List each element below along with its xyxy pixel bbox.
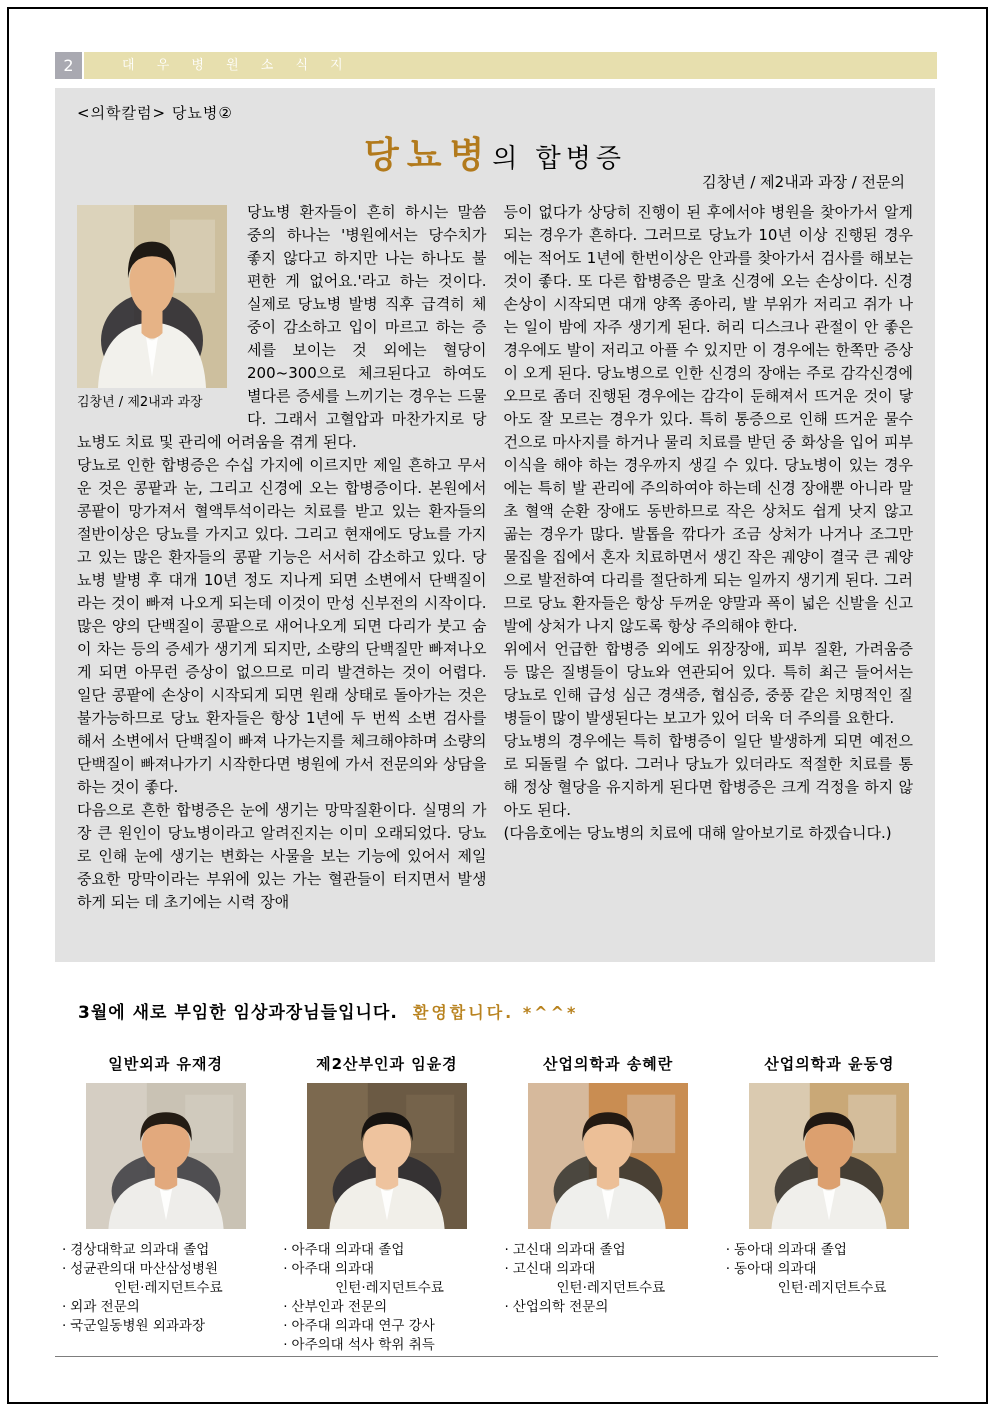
credential-text: 성균관의대 마산삼성병원 xyxy=(70,1261,219,1277)
doctor-card xyxy=(55,1053,276,1355)
doctor-card xyxy=(276,1053,497,1355)
article-title-accent: 당뇨병 xyxy=(363,134,493,176)
portrait-illustration xyxy=(528,1083,688,1229)
portrait-illustration xyxy=(86,1083,246,1229)
article-left-column xyxy=(77,201,487,914)
medical-column-article xyxy=(55,88,935,962)
doctor-name: 산업의학과 송혜란 xyxy=(543,1055,674,1073)
bullet-icon: · xyxy=(504,1261,509,1277)
credential-text: 동아대 의과대 xyxy=(734,1261,817,1277)
author-portrait-photo xyxy=(77,205,227,388)
credential-line xyxy=(60,1260,271,1279)
article-kicker: <의학칼럼> 당뇨병② xyxy=(77,104,233,122)
credential-line xyxy=(724,1241,935,1260)
page-number: 2 xyxy=(55,52,82,79)
credential-line xyxy=(60,1279,271,1298)
bullet-icon: · xyxy=(62,1261,67,1277)
doctor-credentials xyxy=(281,1241,492,1355)
bullet-icon: · xyxy=(725,1242,731,1258)
doctor-credentials xyxy=(503,1241,714,1317)
bullet-icon: · xyxy=(283,1299,288,1315)
author-photo-block xyxy=(77,205,237,414)
bullet-icon: · xyxy=(62,1318,67,1334)
doctor-card xyxy=(498,1053,719,1355)
credential-text: 고신대 의과대 졸업 xyxy=(512,1242,626,1258)
credential-line xyxy=(724,1260,935,1279)
credential-line xyxy=(503,1279,714,1298)
bottom-divider xyxy=(55,1356,938,1357)
credential-text: 동아대 의과대 졸업 xyxy=(734,1242,847,1258)
credential-text: 아주대 의과대 xyxy=(291,1261,375,1277)
article-right-column xyxy=(504,201,914,914)
article-paragraph: 등이 없다가 상당히 진행이 된 후에서야 병원을 찾아가서 알게 되는 경우가 흔하다. 그러므로 당뇨가 10년 이상 진행된 경우에는 적어도 1년에 한번이상은 안과를 찾아가서 검사를 해보는 것이 좋다. 또 다른 합병증은 말초 신경에 오는 손상이다. 신경 손상이 시작되면 대개 양쪽 종아리, 발 부위가 저리고 쥐가 나는 일이 밤에 자주 생기게 된다. 허리 디스크나 관절이 안 좋은 경우에도 발이 저리고 아플 수 있지만 이 경우에는 한쪽만 증상이 오게 된다. 당뇨병으로 인한 신경의 장애는 주로 감각신경에 오므로 좀더 진행된 경우에는 감각이 둔해져서 뜨거운 것이 닿아도 잘 모르는 경우가 있다. 특히 통증으로 인해 뜨거운 물수건으로 마사지를 하거나 물리 치료를 받던 중 화상을 입어 피부 이식을 해야 하는 경우까지 생길 수 있다. 당뇨병이 있는 경우에는 특히 발 관리에 주의하여야 하는데 신경 장애뿐 아니라 말초 혈액 순환 장애도 동반하므로 작은 상처도 쉽게 낫지 않고 곪는 경우가 많다. 발톱을 깎다가 조금 상처가 나거나 조그만 물집을 집에서 혼자 치료하면서 생긴 작은 궤양이 결국 큰 궤양으로 발전하여 다리를 절단하게 되는 일까지 생기게 된다. 그러므로 당뇨 환자들은 항상 두꺼운 양말과 폭이 넓은 신발을 신고 발에 상처가 나지 않도록 항상 주의해야 한다. xyxy=(503,203,913,635)
credential-line xyxy=(281,1279,492,1298)
credential-line xyxy=(503,1260,714,1279)
bullet-icon: · xyxy=(283,1261,288,1277)
portrait-illustration xyxy=(77,205,227,388)
credential-text: 인턴·레지던트수료 xyxy=(556,1280,666,1296)
credential-text: 인턴·레지던트수료 xyxy=(114,1280,223,1296)
masthead xyxy=(55,52,937,79)
article-paragraph: 위에서 언급한 합병증 외에도 위장장애, 피부 질환, 가려움증 등 많은 질병들이 당뇨와 연관되어 있다. 특히 최근 들어서는 당뇨로 인해 급성 심근 경색증, 협심증, 중풍 같은 치명적인 질병들이 많이 발생된다는 보고가 있어 더욱 더 주의를 요한다. xyxy=(503,640,913,727)
bullet-icon: · xyxy=(283,1242,288,1258)
doctor-portrait-photo xyxy=(528,1083,688,1229)
newsletter-title: 대 우 병 원 소 식 지 xyxy=(84,52,937,79)
credential-text: 산업의학 전문의 xyxy=(512,1299,609,1315)
credential-line xyxy=(503,1298,714,1317)
doctor-card xyxy=(719,1053,940,1355)
credential-text: 국군일동병원 외과과장 xyxy=(70,1318,205,1334)
doctor-credentials xyxy=(724,1241,935,1298)
credential-text: 아주대 의과대 연구 강사 xyxy=(291,1318,435,1334)
credential-line xyxy=(503,1241,714,1260)
credential-text: 산부인과 전문의 xyxy=(291,1299,388,1315)
article-byline: 김창년 / 제2내과 과장 / 전문의 xyxy=(702,173,905,191)
credential-text: 외과 전문의 xyxy=(70,1299,140,1315)
doctor-portrait-photo xyxy=(307,1083,467,1229)
article-paragraph: 당뇨병의 경우에는 특히 합병증이 일단 발생하게 되면 예전으로 되돌릴 수 없다. 그러나 당뇨가 있더라도 적절한 치료를 통해 정상 혈당을 유지하게 된다면 합병증은 크게 걱정을 하지 않아도 된다. xyxy=(503,732,913,819)
article-title xyxy=(77,127,913,176)
credential-line xyxy=(281,1336,492,1355)
credential-line xyxy=(281,1260,492,1279)
credential-line xyxy=(60,1317,271,1336)
credential-text: 인턴·레지던트수료 xyxy=(335,1280,444,1296)
credential-line xyxy=(724,1279,935,1298)
article-paragraph: (다음호에는 당뇨병의 치료에 대해 알아보기로 하겠습니다.) xyxy=(503,824,892,842)
credential-text: 아주대 의과대 졸업 xyxy=(291,1242,405,1258)
article-title-rest: 의 합병증 xyxy=(492,144,627,174)
article-paragraph: 당뇨병 환자들이 흔히 하시는 말씀 중의 하나는 '병원에서는 당수치가 좋지 않다고 하지만 나는 하나도 불편한 게 없어요.'라고 하는 것이다. 실제로 당뇨병 발병 직후 급격히 체중이 감소하고 입이 마르고 하는 증세를 보이는 것 외에는 혈당이 200~300으로 체크된다고 하여도 별다른 증세를 느끼기는 경우는 드물다. 그래서 고혈압과 마찬가지로 당뇨병도 치료 및 관리에 어려움을 겪게 된다. xyxy=(77,203,487,451)
credential-text: 고신대 의과대 xyxy=(512,1261,596,1277)
doctor-portrait-photo xyxy=(749,1083,909,1229)
article-paragraph: 당뇨로 인한 합병증은 수십 가지에 이르지만 제일 흔하고 무서운 것은 콩팥과 눈, 그리고 신경에 오는 합병증이다. 본원에서 콩팥이 망가져서 혈액투석이라는 치료를 받고 있는 환자들의 절반이상은 당뇨를 가지고 있다. 그리고 현재에도 당뇨를 가지고 있는 많은 환자들의 콩팥 기능은 서서히 감소하고 있다. 당뇨병 발병 후 대개 10년 정도 지나게 되면 소변에서 단백질이라는 것이 빠져 나오게 되는데 이것이 만성 신부전의 시작이다. 많은 양의 단백질이 콩팥으로 새어나오게 되면 다리가 붓고 숨이 차는 등의 증세가 생기게 되지만, 소량의 단백질만 빠져나오게 되면 아무런 증상이 없으므로 미리 발견하는 것이 어렵다. 일단 콩팥에 손상이 시작되게 되면 원래 상태로 돌아가는 것은 불가능하므로 당뇨 환자들은 항상 1년에 두 번씩 소변 검사를 해서 소변에서 단백질이 빠져 나가는지를 체크해야하며 소량의 단백질이 빠져나가기 시작한다면 병원에 가서 전문의와 상담을 하는 것이 좋다. xyxy=(77,456,487,796)
doctor-name: 일반외과 유재경 xyxy=(108,1055,223,1073)
credential-line xyxy=(281,1241,492,1260)
bullet-icon: · xyxy=(62,1299,67,1315)
bullet-icon: · xyxy=(62,1242,67,1258)
credential-text: 인턴·레지던트수료 xyxy=(777,1280,887,1296)
bullet-icon: · xyxy=(283,1337,288,1353)
announcement-heading xyxy=(55,998,940,1023)
credential-line xyxy=(60,1241,271,1260)
article-columns xyxy=(77,201,913,914)
bullet-icon: · xyxy=(504,1299,509,1315)
portrait-illustration xyxy=(307,1083,467,1229)
article-paragraph: 다음으로 흔한 합병증은 눈에 생기는 망막질환이다. 실명의 가장 큰 원인이 당뇨병이라고 알려진지는 이미 오래되었다. 당뇨로 인해 눈에 생기는 변화는 사물을 보는 기능에 있어서 제일 중요한 망막이라는 부위에 있는 가는 혈관들이 터지면서 발생하게 되는 데 초기에는 시력 장애 xyxy=(77,801,487,911)
doctors-row xyxy=(55,1053,940,1355)
bullet-icon: · xyxy=(725,1261,731,1277)
bullet-icon: · xyxy=(504,1242,509,1258)
announcement-welcome-text: 환영합니다. *^^* xyxy=(412,1003,579,1022)
author-photo-caption: 김창년 / 제2내과 과장 xyxy=(77,395,203,410)
credential-text: 아주의대 석사 학위 취득 xyxy=(291,1337,435,1353)
credential-line xyxy=(60,1298,271,1317)
new-doctors-announcement xyxy=(55,998,940,1355)
credential-line xyxy=(281,1317,492,1336)
portrait-illustration xyxy=(749,1083,909,1229)
announcement-heading-text: 3월에 새로 부임한 임상과장님들입니다. xyxy=(78,1003,398,1023)
doctor-name: 제2산부인과 임윤경 xyxy=(316,1055,458,1073)
doctor-name: 산업의학과 윤동영 xyxy=(764,1055,895,1073)
bullet-icon: · xyxy=(283,1318,288,1334)
doctor-portrait-photo xyxy=(86,1083,246,1229)
credential-line xyxy=(281,1298,492,1317)
credential-text: 경상대학교 의과대 졸업 xyxy=(70,1242,210,1258)
doctor-credentials xyxy=(60,1241,271,1336)
